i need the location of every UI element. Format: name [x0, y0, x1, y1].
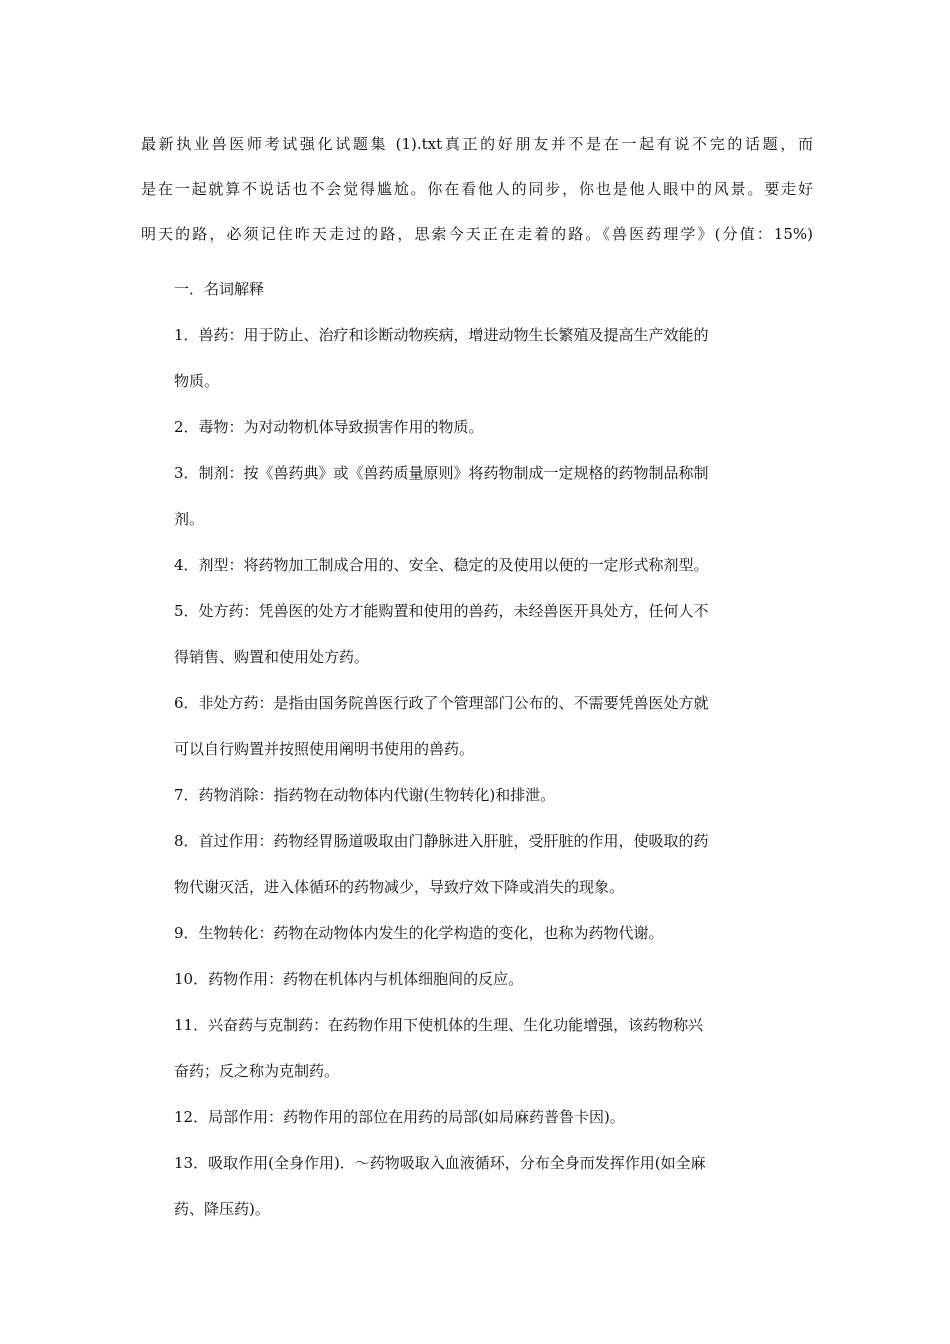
glossary-line: 2．毒物：为对动物机体导致损害作用的物质。	[174, 418, 484, 436]
glossary-line: 13．吸取作用(全身作用)．～药物吸取入血液循环，分布全身而发挥作用(如全麻	[174, 1154, 706, 1172]
intro-line: 明天的路，必须记住昨天走过的路，思索今天正在走着的路。《兽医药理学》(分值：15%)	[141, 225, 813, 243]
glossary-line: 奋药；反之称为克制药。	[174, 1062, 340, 1080]
glossary-line: 药、降压药)。	[174, 1200, 270, 1218]
glossary-line: 8．首过作用：药物经胃肠道吸取由门静脉进入肝脏，受肝脏的作用，使吸取的药	[174, 832, 709, 850]
glossary-line: 剂。	[174, 510, 205, 528]
glossary-item	[174, 782, 794, 809]
intro-line: 是在一起就算不说话也不会觉得尴尬。你在看他人的同步，你也是他人眼中的风景。要走好	[141, 180, 813, 198]
glossary-item	[174, 920, 794, 947]
glossary-line: 10．药物作用：药物在机体内与机体细胞间的反应。	[174, 970, 524, 988]
glossary-line: 6．非处方药：是指由国务院兽医行政了个管理部门公布的、不需要凭兽医处方就	[174, 694, 709, 712]
glossary-item	[174, 414, 794, 441]
glossary-item	[174, 966, 794, 993]
glossary-line: 物代谢灭活，进入体循环的药物减少，导致疗效下降或消失的现象。	[174, 878, 625, 896]
glossary-item	[174, 598, 794, 671]
glossary-item	[174, 828, 794, 901]
glossary-line: 7．药物消除：指药物在动物体内代谢(生物转化)和排泄。	[174, 786, 556, 804]
glossary-line: 3．制剂：按《兽药典》或《兽药质量原则》将药物制成一定规格的药物制品称制	[174, 464, 709, 482]
glossary-item	[174, 690, 794, 763]
glossary-line: 可以自行购置并按照使用阐明书使用的兽药。	[174, 740, 475, 758]
glossary-item	[174, 460, 794, 533]
glossary-item	[174, 1150, 794, 1223]
intro-line: 最新执业兽医师考试强化试题集 (1).txt真正的好朋友并不是在一起有说不完的话题，而	[141, 135, 813, 153]
glossary-line: 9．生物转化：药物在动物体内发生的化学构造的变化，也称为药物代谢。	[174, 924, 664, 942]
glossary-line: 11．兴奋药与克制药：在药物作用下使机体的生理、生化功能增强，该药物称兴	[174, 1016, 704, 1034]
section-heading: 一．名词解释	[174, 280, 265, 298]
intro-paragraph	[141, 122, 813, 257]
glossary-item	[174, 322, 794, 395]
glossary-line: 1．兽药：用于防止、治疗和诊断动物疾病，增进动物生长繁殖及提高生产效能的	[174, 326, 709, 344]
glossary-line: 4．剂型：将药物加工制成合用的、安全、稳定的及使用以便的一定形式称剂型。	[174, 556, 709, 574]
glossary-line: 物质。	[174, 372, 220, 390]
glossary-line: 12．局部作用：药物作用的部位在用药的局部(如局麻药普鲁卡因)。	[174, 1108, 625, 1126]
glossary-line: 5．处方药：凭兽医的处方才能购置和使用的兽药，未经兽医开具处方，任何人不	[174, 602, 709, 620]
glossary-item	[174, 1012, 794, 1085]
glossary-section	[174, 276, 794, 1242]
glossary-item	[174, 552, 794, 579]
glossary-item	[174, 1104, 794, 1131]
glossary-line: 得销售、购置和使用处方药。	[174, 648, 370, 666]
